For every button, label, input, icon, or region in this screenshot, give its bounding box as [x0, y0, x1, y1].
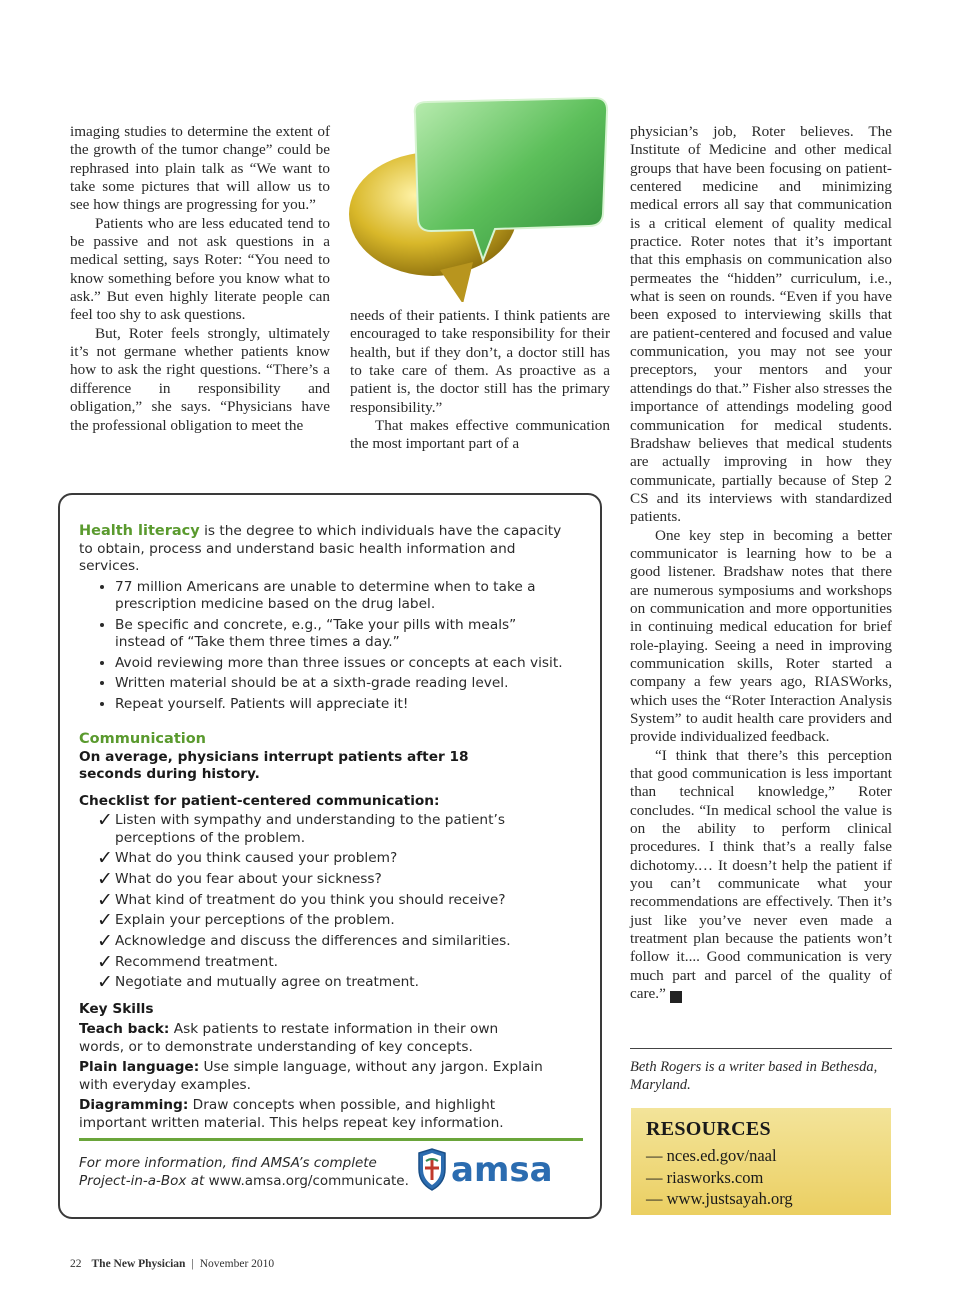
paragraph: imaging studies to determine the extent of the growth of the tumor change” could be rephrased into plain talk as “We want to take some pictures that will allow us to see how things are progressing for you.”	[70, 123, 330, 214]
checklist-item: ✓ What kind of treatment do you think you should receive?	[97, 888, 506, 911]
article-column-2	[350, 307, 610, 454]
paragraph: needs of their patients. I think patients are encouraged to take responsibility for their health, but if they don’t, a doctor still has to take care of them. As proactive as a patient is, the doctor still has the primary responsibility.”	[350, 307, 610, 416]
checkmark-icon: ✓	[97, 950, 113, 973]
checklist	[97, 809, 569, 994]
health-literacy-definition: Health literacy is the degree to which individuals have the capacity to obtain, process and understand basic health information and services.	[79, 523, 562, 574]
checklist-item: ✓ What do you think caused your problem?	[97, 847, 398, 870]
sidebar-box	[58, 493, 602, 1219]
checklist-item: ✓ Negotiate and mutually agree on treatment.	[97, 971, 420, 994]
list-item: • Be specific and concrete, e.g., “Take your pills with meals” instead of “Take them three times a day.”	[115, 617, 569, 652]
amsa-logo	[415, 1147, 565, 1193]
checkmark-icon: ✓	[97, 809, 113, 831]
issue-date: November 2010	[199, 1258, 275, 1270]
checklist-item: ✓ Listen with sympathy and understanding to the patient’s perceptions of the problem.	[97, 809, 505, 846]
paragraph: “I think that there’s this perception that good communication is less important than technical knowledge,” Roter concludes. “In medical school the value is on the ability to perform clinical procedures. I think that’s a really false dichotomy.… It doesn’t help the patient if you can’t communicate what your recommendations are effectively. Then it’s just like you’ve never even made a treatment plan because the patients won’t follow it.... Good communication is very much part and parcel of the quality of care.” TNP	[630, 746, 892, 1003]
page-number: 22	[70, 1258, 82, 1270]
checklist-item: ✓ What do you fear about your sickness?	[97, 867, 382, 890]
checkmark-icon: ✓	[97, 847, 113, 870]
paragraph: physician’s job, Roter believes. The Institute of Medicine and other medical groups that have been focusing on patient-centered medicine and minimizing medical errors all say that communication is a critical element of quality medical practice. Roter notes that it’s important that this emphasis on communication also permeates the “hidden” curriculum, i.e., what is seen on rounds. “Even if you have been exposed to interviewing skills that are patient-centered and focused and value communication, you may not see your preceptors, your mentors and your attendings do that.” Fisher also stresses the importance of attendings modeling good communication for medical students. Bradshaw believes that medical students are actually improving in how they communicate, partially because of Step 2 CS and its interviews with standardized patients.	[630, 123, 892, 526]
checkmark-icon: ✓	[97, 929, 113, 952]
resources-box	[631, 1108, 891, 1215]
more-info-text: For more information, find AMSA’s complete Project-in-a-Box at www.amsa.org/communicate.	[79, 1155, 409, 1189]
resources-heading: RESOURCES	[646, 1118, 771, 1140]
key-skill-item: Diagramming: Draw concepts when possible, and highlight important written material. This helps repeat key information.	[79, 1097, 504, 1131]
paragraph: That makes effective communication the most important part of a	[350, 417, 610, 453]
author-byline: Beth Rogers is a writer based in Bethesda, Maryland.	[630, 1059, 878, 1094]
resource-link[interactable]: — www.justsayah.org	[646, 1189, 793, 1208]
checkmark-icon: ✓	[97, 971, 113, 994]
svg-text:amsa: amsa	[451, 1150, 553, 1190]
list-item: • Avoid reviewing more than three issues or concepts at each visit.	[115, 655, 569, 673]
divider	[79, 1138, 583, 1141]
checkmark-icon: ✓	[97, 909, 113, 932]
communication-stat: On average, physicians interrupt patients after 18 seconds during history.	[79, 748, 469, 782]
paragraph: But, Roter feels strongly, ultimately it’s not germane whether patients know how to ask the right questions. “There’s a difference in responsibility and obligation,” she says. “Physicians have the professional obligation to meet the	[70, 324, 330, 434]
article-column-3	[630, 123, 892, 1004]
checkmark-icon: ✓	[97, 888, 113, 911]
magazine-name: The New Physician	[91, 1258, 186, 1270]
key-skill-item: Teach back: Ask patients to restate information in their own words, or to demonstrate understanding of key concepts.	[79, 1021, 499, 1055]
health-literacy-list	[79, 579, 569, 714]
amsa-link[interactable]: www.amsa.org/communicate.	[208, 1172, 409, 1189]
key-skills-heading: Key Skills	[79, 1000, 154, 1017]
amsa-shield-icon	[419, 1149, 445, 1190]
communication-heading: Communication	[79, 731, 207, 747]
checkmark-icon: ✓	[97, 867, 113, 890]
resources-list	[646, 1145, 793, 1210]
key-skill-item: Plain language: Use simple language, without any jargon. Explain with everyday examples.	[79, 1059, 543, 1093]
speech-bubbles-illustration	[345, 92, 620, 302]
paragraph: Patients who are less educated tend to be passive and not ask questions in a medical setting, says Roter: “You need to know something before you know what to ask.” But even highly literate people can feel too shy to ask questions.	[70, 214, 330, 324]
checklist-item: ✓ Explain your perceptions of the problem.	[97, 909, 395, 932]
resource-link[interactable]: — riasworks.com	[646, 1167, 764, 1187]
health-literacy-term: Health literacy	[79, 523, 200, 539]
checklist-item: ✓ Acknowledge and discuss the differences and similarities.	[97, 929, 511, 952]
end-mark-icon: TNP	[670, 991, 682, 1003]
resource-link[interactable]: — nces.ed.gov/naal	[646, 1146, 777, 1165]
checklist-item: ✓ Recommend treatment.	[97, 950, 279, 973]
page-footer	[70, 1258, 274, 1270]
byline-divider	[630, 1048, 892, 1049]
paragraph: One key step in becoming a better communicator is learning how to be a good listener. Bradshaw notes that there are numerous symposiums and workshops on communication and more opportunities in continuing medical education for brief role-playing. Seeing a need in improving communication skills, Roter started a company a few years ago, RIASWorks, which uses the “Roter Interaction Analysis System” to audit health care providers and provide individualized feedback.	[630, 526, 892, 746]
footer-separator: |	[191, 1258, 194, 1270]
article-column-1	[70, 123, 330, 435]
checklist-heading: Checklist for patient-centered communication:	[79, 792, 440, 809]
list-item: • 77 million Americans are unable to determine when to take a prescription medicine based on the drug label.	[115, 579, 569, 614]
list-item: • Written material should be at a sixth-grade reading level.	[115, 675, 569, 693]
list-item: • Repeat yourself. Patients will appreciate it!	[115, 696, 569, 714]
